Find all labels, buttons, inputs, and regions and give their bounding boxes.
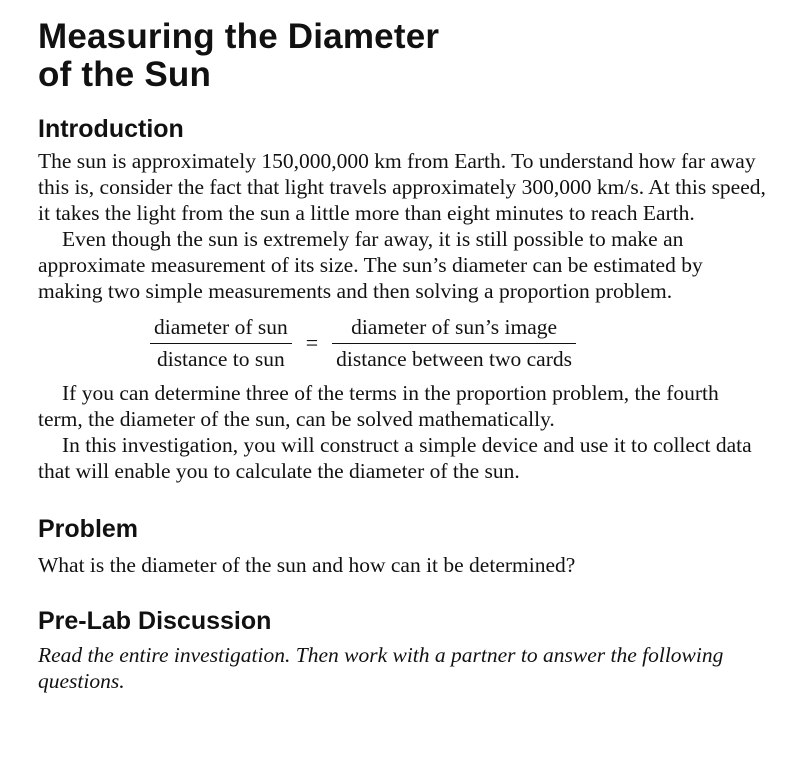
page-title-line1: Measuring the Diameter — [38, 17, 440, 56]
introduction-paragraph-1: The sun is approximately 150,000,000 km from Earth. To understand how far away this is, consider the fact that light travels approximately 300,000 km/s. At this speed, it takes the light from the sun a little more than eight minutes to reach Earth. — [38, 149, 766, 225]
page-title — [38, 18, 768, 94]
introduction-paragraph-2: Even though the sun is extremely far away, it is still possible to make an approximate measurement of its size. The sun’s diameter can be estimated by making two simple measurements and then solving a proportion problem. — [38, 227, 703, 303]
prelab-heading: Pre-Lab Discussion — [38, 607, 272, 635]
page-title-line2: of the Sun — [38, 55, 212, 94]
introduction-paragraph-3: If you can determine three of the terms in the proportion problem, the fourth term, the diameter of the sun, can be solved mathematically. — [38, 381, 719, 431]
left-fraction — [150, 314, 292, 372]
right-fraction — [332, 314, 576, 372]
proportion-equation — [150, 314, 768, 372]
document-page — [38, 18, 768, 694]
right-numerator: diameter of sun’s image — [332, 314, 576, 344]
prelab-text: Read the entire investigation. Then work with a partner to answer the following questions. — [38, 643, 724, 693]
problem-text: What is the diameter of the sun and how can it be determined? — [38, 553, 576, 577]
right-denominator: distance between two cards — [336, 347, 572, 371]
left-numerator: diameter of sun — [150, 314, 292, 344]
equals-sign: = — [305, 330, 319, 355]
introduction-heading: Introduction — [38, 115, 184, 143]
left-denominator: distance to sun — [156, 347, 285, 371]
introduction-paragraph-4: In this investigation, you will construct a simple device and use it to collect data that will enable you to calculate the diameter of the sun. — [38, 433, 752, 483]
problem-heading: Problem — [38, 515, 139, 543]
